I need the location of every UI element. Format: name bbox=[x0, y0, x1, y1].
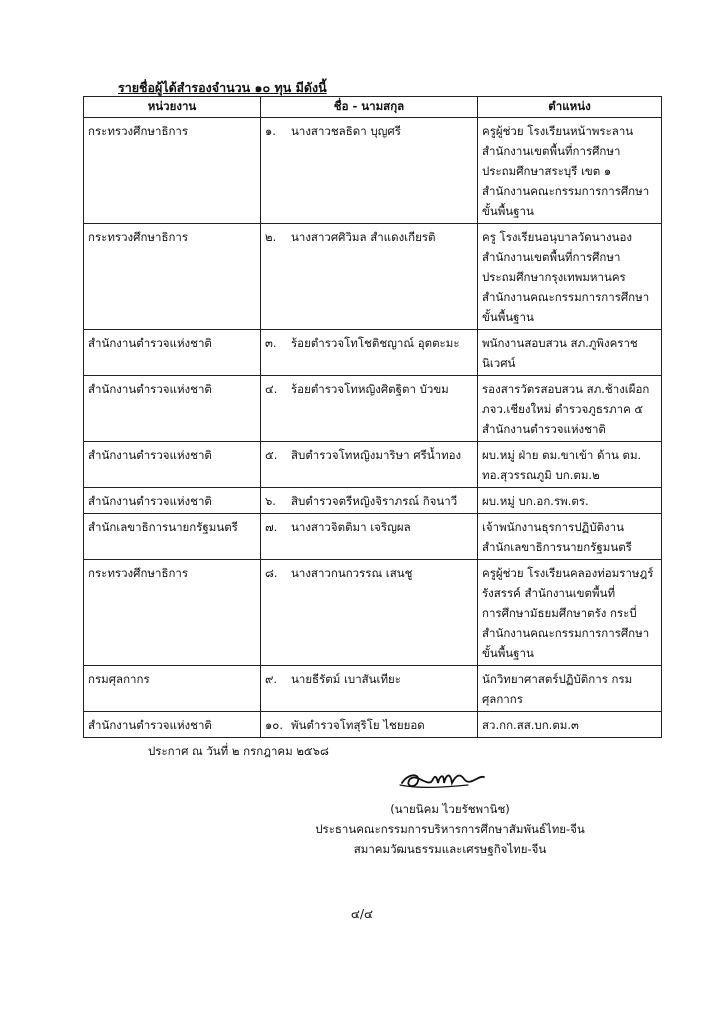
row-number: ๕. bbox=[265, 448, 278, 462]
position-line: ประถมศึกษาสระบุรี เขต ๑ bbox=[482, 164, 612, 178]
position-line: ศุลกากร bbox=[482, 692, 523, 706]
table-row bbox=[84, 488, 662, 514]
position-cell bbox=[478, 712, 662, 738]
row-number: ๖. bbox=[265, 494, 276, 508]
row-number: ๗. bbox=[265, 520, 278, 534]
person-name: นางสาวชลธิดา บุญศรี bbox=[291, 124, 401, 138]
position-line: ขั้นพื้นฐาน bbox=[482, 204, 534, 218]
announcement-date: ประกาศ ณ วันที่ ๒ กรกฎาคม ๒๕๖๘ bbox=[148, 744, 329, 758]
position-line: สำนักงานเขตพื้นที่การศึกษา bbox=[482, 144, 621, 158]
position-line: ภจว.เชียงใหม่ ตำรวจภูธรภาค ๕ bbox=[482, 402, 644, 416]
name-cell bbox=[261, 118, 478, 224]
position-line: สำนักงานเขตพื้นที่การศึกษา bbox=[482, 250, 621, 264]
position-line: รองสารวัตรสอบสวน สภ.ช้างเผือก bbox=[482, 382, 650, 396]
position-cell bbox=[478, 376, 662, 442]
person-name: นางสาวศศิวิมล สำแดงเกียรติ bbox=[291, 230, 436, 244]
position-line: ผบ.หมู่ ฝ่าย ตม.ขาเข้า ด้าน ตม. bbox=[482, 448, 642, 462]
position-line: ประถมศึกษากรุงเทพมหานคร bbox=[482, 270, 626, 284]
agency-cell: กระทรวงศึกษาธิการ bbox=[84, 224, 261, 330]
table-row bbox=[84, 712, 662, 738]
signatory-title: ประธานคณะกรรมการบริหารการศึกษาสัมพันธ์ไทย-จีน bbox=[315, 822, 585, 836]
position-line: ผบ.หมู่ บก.อก.รพ.ตร. bbox=[482, 494, 589, 508]
position-line: ครู โรงเรียนอนุบาลวัดนางนอง bbox=[482, 230, 633, 244]
agency-cell: กระทรวงศึกษาธิการ bbox=[84, 560, 261, 666]
table-row bbox=[84, 666, 662, 712]
agency-cell: กระทรวงศึกษาธิการ bbox=[84, 118, 261, 224]
name-cell bbox=[261, 488, 478, 514]
position-line: ครูผู้ช่วย โรงเรียนคลองท่อมราษฎร์ bbox=[482, 566, 654, 580]
position-line: รังสรรค์ สำนักงานเขตพื้นที่ bbox=[482, 586, 616, 600]
name-cell bbox=[261, 712, 478, 738]
table-row bbox=[84, 330, 662, 376]
signatory-name: (นายนิคม ไวยรัชพานิช) bbox=[390, 802, 510, 816]
table-row bbox=[84, 514, 662, 560]
position-line: สว.กก.สส.บก.ตม.๓ bbox=[482, 718, 579, 732]
position-line: สำนักงานคณะกรรมการการศึกษา bbox=[482, 626, 650, 640]
position-cell bbox=[478, 488, 662, 514]
header-agency: หน่วยงาน bbox=[84, 97, 261, 118]
person-name: พันตำรวจโทสุริโย ไชยยอด bbox=[291, 718, 425, 732]
position-line: สำนักเลขาธิการนายกรัฐมนตรี bbox=[482, 540, 632, 554]
person-name: นางสาวกนกวรรณ เสนชู bbox=[291, 566, 413, 580]
position-cell bbox=[478, 442, 662, 488]
table-row bbox=[84, 224, 662, 330]
person-name: ร้อยตำรวจโทหญิงศิตฐิตา บัวขม bbox=[291, 382, 449, 396]
position-cell bbox=[478, 224, 662, 330]
name-cell bbox=[261, 442, 478, 488]
name-cell bbox=[261, 560, 478, 666]
row-number: ๒. bbox=[265, 230, 277, 244]
name-cell bbox=[261, 330, 478, 376]
reserve-scholarship-table bbox=[83, 96, 662, 738]
position-line: สำนักงานคณะกรรมการการศึกษา bbox=[482, 290, 650, 304]
list-heading: รายชื่อผู้ได้สำรองจำนวน ๑๐ ทุน มีดังนี้ bbox=[118, 80, 327, 95]
person-name: นายธีรัตม์ เบาสันเทียะ bbox=[291, 672, 401, 686]
position-line: เจ้าพนักงานธุรการปฏิบัติงาน bbox=[482, 520, 624, 534]
table-row bbox=[84, 560, 662, 666]
table-row bbox=[84, 442, 662, 488]
position-line: ทอ.สุวรรณภูมิ บก.ตม.๒ bbox=[482, 468, 600, 482]
agency-cell: สำนักงานตำรวจแห่งชาติ bbox=[84, 488, 261, 514]
header-name: ชื่อ - นามสกุล bbox=[261, 97, 478, 118]
person-name: นางสาวจิตติมา เจริญผล bbox=[291, 520, 411, 534]
name-cell bbox=[261, 224, 478, 330]
table-row bbox=[84, 376, 662, 442]
row-number: ๑. bbox=[265, 124, 276, 138]
position-cell bbox=[478, 666, 662, 712]
agency-cell: สำนักงานตำรวจแห่งชาติ bbox=[84, 712, 261, 738]
position-line: สำนักงานตำรวจแห่งชาติ bbox=[482, 422, 606, 436]
position-cell bbox=[478, 330, 662, 376]
row-number: ๑๐. bbox=[265, 718, 283, 732]
table-row bbox=[84, 118, 662, 224]
position-line: นักวิทยาศาสตร์ปฏิบัติการ กรม bbox=[482, 672, 633, 686]
table-header-row bbox=[84, 97, 662, 118]
position-line: การศึกษามัธยมศึกษาตรัง กระบี่ bbox=[482, 606, 637, 620]
position-line: พนักงานสอบสวน สภ.ภูพิงคราช bbox=[482, 336, 638, 350]
position-line: ขั้นพื้นฐาน bbox=[482, 646, 534, 660]
position-cell bbox=[478, 514, 662, 560]
row-number: ๔. bbox=[265, 382, 278, 396]
signature-image bbox=[398, 765, 488, 795]
agency-cell: สำนักเลขาธิการนายกรัฐมนตรี bbox=[84, 514, 261, 560]
name-cell bbox=[261, 376, 478, 442]
name-cell bbox=[261, 666, 478, 712]
header-position: ตำแหน่ง bbox=[478, 97, 662, 118]
agency-cell: สำนักงานตำรวจแห่งชาติ bbox=[84, 330, 261, 376]
position-line: ขั้นพื้นฐาน bbox=[482, 310, 534, 324]
position-line: นิเวศน์ bbox=[482, 356, 516, 370]
signature-block bbox=[300, 799, 600, 859]
position-cell bbox=[478, 118, 662, 224]
person-name: สิบตำรวจตรีหญิงจิราภรณ์ กิจนาวี bbox=[291, 494, 458, 508]
person-name: ร้อยตำรวจโทโชติชญาณ์ อุตตะมะ bbox=[291, 336, 460, 350]
signatory-organization: สมาคมวัฒนธรรมและเศรษฐกิจไทย-จีน bbox=[353, 842, 547, 856]
agency-cell: สำนักงานตำรวจแห่งชาติ bbox=[84, 376, 261, 442]
name-cell bbox=[261, 514, 478, 560]
person-name: สิบตำรวจโทหญิงมาริษา ศรีน้ำทอง bbox=[291, 448, 462, 462]
page-number: ๔/๔ bbox=[350, 907, 374, 921]
row-number: ๓. bbox=[265, 336, 277, 350]
position-line: ครูผู้ช่วย โรงเรียนหน้าพระลาน bbox=[482, 124, 634, 138]
row-number: ๙. bbox=[265, 672, 278, 686]
row-number: ๘. bbox=[265, 566, 278, 580]
position-cell bbox=[478, 560, 662, 666]
position-line: สำนักงานคณะกรรมการการศึกษา bbox=[482, 184, 650, 198]
agency-cell: กรมศุลกากร bbox=[84, 666, 261, 712]
agency-cell: สำนักงานตำรวจแห่งชาติ bbox=[84, 442, 261, 488]
